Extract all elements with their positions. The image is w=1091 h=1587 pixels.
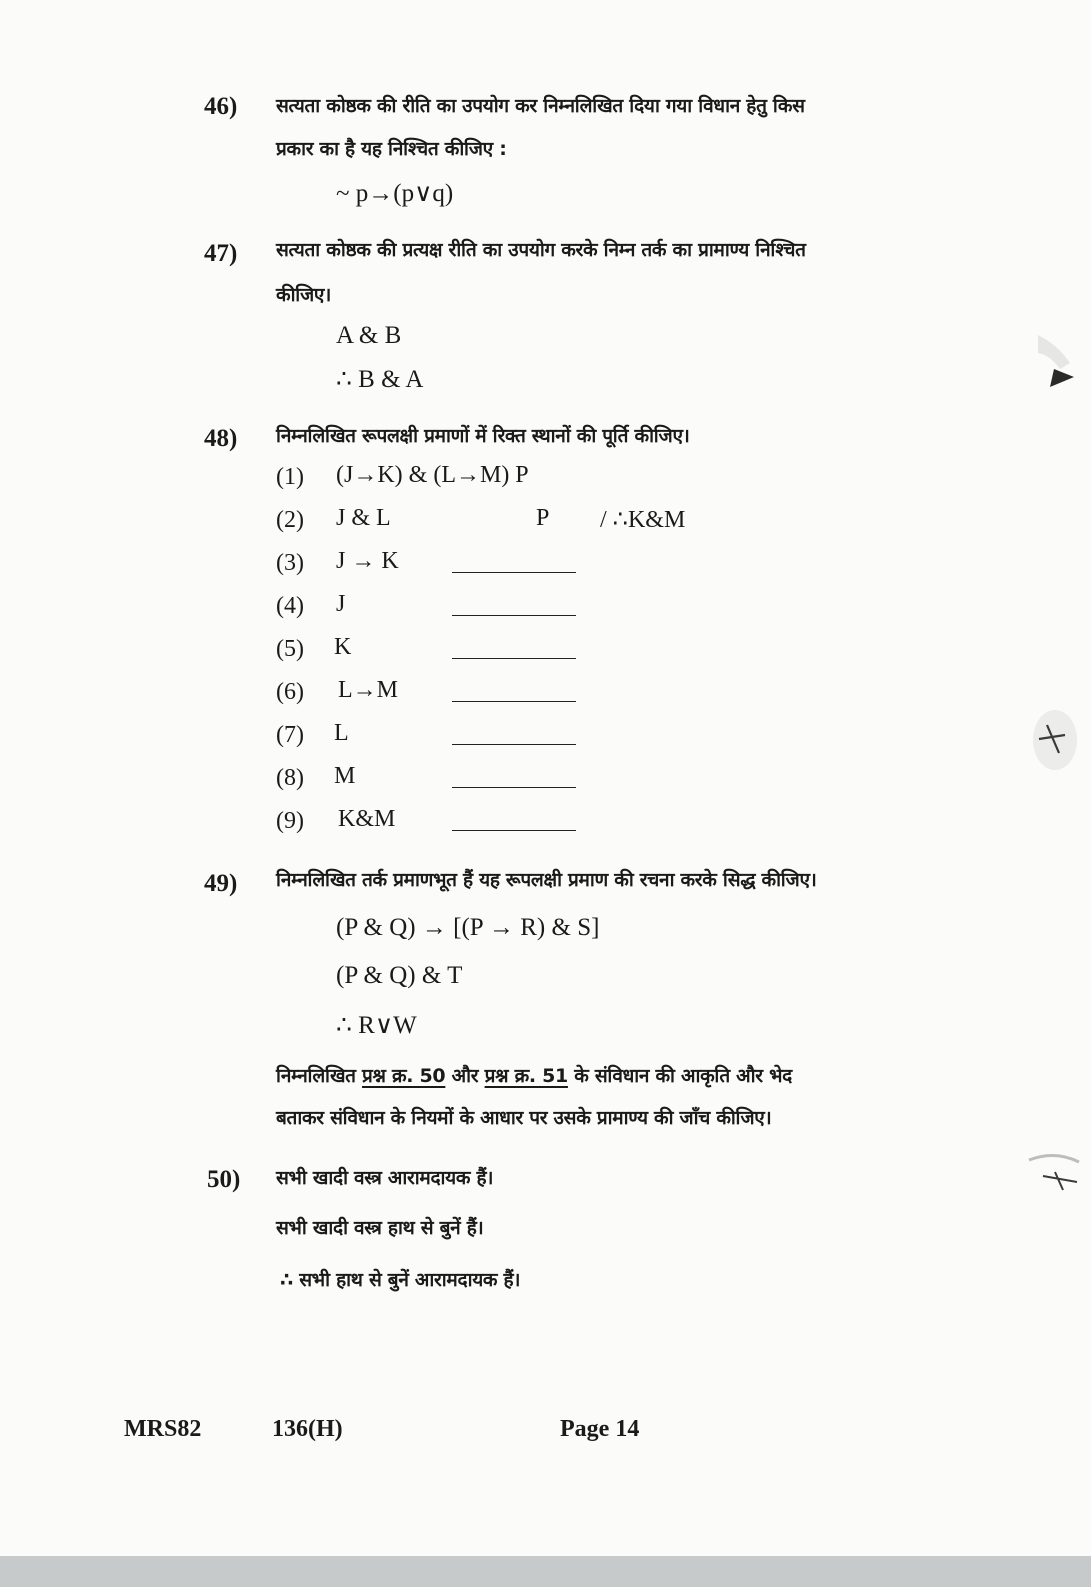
justification-blank[interactable] [452,830,576,831]
proof-line-number: (1) [276,464,304,490]
q49-number: 49) [204,870,238,897]
q47-number: 47) [204,240,238,267]
q50-premise-1: सभी खादी वस्त्र आरामदायक हैं। [276,1167,494,1189]
syllogism-instruction-line2: बताकर संविधान के नियमों के आधार पर उसके प्रामाण्य की जाँच कीजिए। [276,1107,772,1129]
q50-premise-2: सभी खादी वस्त्र हाथ से बुनें हैं। [276,1217,484,1239]
proof-line-statement: L→M [338,677,398,703]
justification-blank[interactable] [452,658,576,659]
proof-line-statement: (J→K) & (L→M) P [336,462,529,488]
justification-blank[interactable] [452,615,576,616]
proof-line-statement: M [334,763,356,789]
scan-bottom-edge [0,1556,1091,1587]
instruction-text: और [445,1065,485,1087]
q49-text: निम्नलिखित तर्क प्रमाणभूत हैं यह रूपलक्षी प्रमाण की रचना करके सिद्ध कीजिए। [276,869,817,891]
paper-punch-mark [1025,1150,1085,1200]
proof-line-statement: J → K [336,548,399,574]
proof-line-number: (5) [276,636,304,662]
q46-number: 46) [204,93,238,120]
paper-punch-mark [1030,325,1085,395]
proof-line-number: (2) [276,507,304,533]
proof-line-statement: L [334,720,349,746]
proof-line-number: (8) [276,765,304,791]
justification-blank[interactable] [452,572,576,573]
justification-blank[interactable] [452,701,576,702]
syllogism-instruction-line1 [276,1062,792,1088]
proof-line-number: (4) [276,593,304,619]
q49-premise-1: (P & Q) → [(P → R) & S] [336,914,600,941]
question-ref-50: प्रश्न क्र. 50 [362,1065,446,1087]
proof-line-number: (6) [276,679,304,705]
proof-line-statement: K [334,634,352,660]
q47-text-line1: सत्यता कोष्ठक की प्रत्यक्ष रीति का उपयोग करके निम्न तर्क का प्रामाण्य निश्चित [276,239,806,261]
proof-line-statement: J [336,591,346,617]
q50-number: 50) [207,1166,241,1193]
proof-line-number: (9) [276,808,304,834]
q46-text-line1: सत्यता कोष्ठक की रीति का उपयोग कर निम्नलिखित दिया गया विधान हेतु किस [276,95,805,117]
proof-line-justification: P [536,505,550,531]
proof-line-statement: K&M [338,806,396,832]
q49-premise-2: (P & Q) & T [336,962,463,989]
proof-line-number: (3) [276,550,304,576]
q49-conclusion: ∴ R∨W [336,1012,417,1039]
q50-conclusion: ∴ सभी हाथ से बुनें आरामदायक हैं। [280,1269,521,1291]
justification-blank[interactable] [452,744,576,745]
instruction-text: निम्नलिखित [276,1065,363,1087]
q48-text: निम्नलिखित रूपलक्षी प्रमाणों में रिक्त स्थानों की पूर्ति कीजिए। [276,425,690,447]
footer-code: MRS82 [124,1416,202,1442]
proof-line-number: (7) [276,722,304,748]
q47-conclusion: ∴ B & A [336,366,424,393]
q48-number: 48) [204,425,238,452]
justification-blank[interactable] [452,787,576,788]
proof-target-conclusion: / ∴K&M [600,507,686,533]
proof-line-statement: J & L [336,505,391,531]
instruction-text: के संविधान की आकृति और भेद [567,1065,792,1087]
q47-text-line2: कीजिए। [276,284,332,306]
q46-text-line2: प्रकार का है यह निश्चित कीजिए : [276,138,507,160]
footer-page-number: Page 14 [560,1416,640,1442]
q47-premise: A & B [336,322,402,349]
paper-punch-mark [1025,705,1085,775]
q46-formula: ~ p→(p∨q) [336,180,454,207]
question-ref-51: प्रश्न क्र. 51 [484,1065,568,1087]
footer-paper-code: 136(H) [272,1416,343,1442]
